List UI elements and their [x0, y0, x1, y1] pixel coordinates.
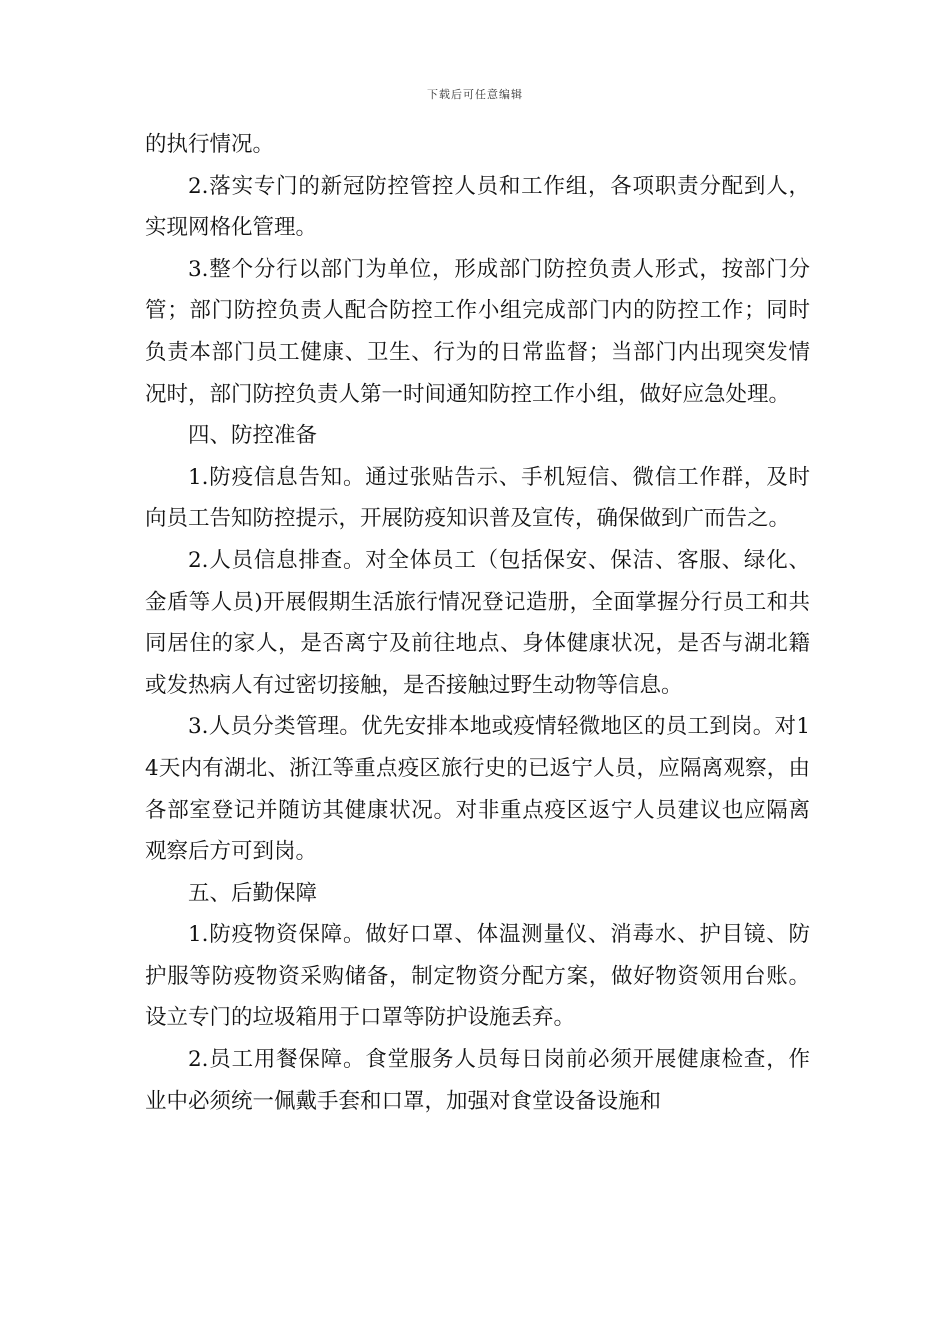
page-header-note: 下载后可任意编辑 — [427, 88, 523, 101]
section-heading-preparation: 四、防控准备 — [188, 423, 318, 449]
document-body — [145, 124, 810, 1122]
paragraph-continuation: 的执行情况。 — [145, 132, 275, 157]
paragraph-classified-management: 3.人员分类管理。优先安排本地或疫情轻微地区的员工到岗。对14天内有湖北、浙江等重点疫区旅行史的已返宁人员，应隔离观察，由各部室登记并随访其健康状况。对非重点疫区返宁人员建议也应隔离观察后方可到岗。 — [145, 714, 810, 865]
paragraph-item-3-department-control: 3.整个分行以部门为单位，形成部门防控负责人形式，按部门分管；部门防控负责人配合防控工作小组完成部门内的防控工作；同时负责本部门员工健康、卫生、行为的日常监督；当部门内出现突发情况时，部门防控负责人第一时间通知防控工作小组，做好应急处理。 — [145, 256, 810, 407]
paragraph-info-notification: 1.防疫信息告知。通过张贴告示、手机短信、微信工作群，及时向员工告知防控提示，开展防疫知识普及宣传，确保做到广而告之。 — [145, 464, 810, 532]
paragraph-dining-guarantee: 2.员工用餐保障。食堂服务人员每日岗前必须开展健康检查，作业中必须统一佩戴手套和口罩，加强对食堂设备设施和 — [145, 1047, 810, 1114]
section-heading-logistics: 五、后勤保障 — [188, 880, 318, 906]
paragraph-supplies-guarantee: 1.防疫物资保障。做好口罩、体温测量仪、消毒水、护目镜、防护服等防疫物资采购储备，制定物资分配方案，做好物资领用台账。设立专门的垃圾箱用于口罩等防护设施丢弃。 — [145, 922, 810, 1031]
paragraph-item-2-assign-staff: 2.落实专门的新冠防控管控人员和工作组，各项职责分配到人，实现网格化管理。 — [145, 173, 810, 241]
paragraph-personnel-screening: 2.人员信息排查。对全体员工（包括保安、保洁、客服、绿化、金盾等人员)开展假期生活旅行情况登记造册，全面掌握分行员工和共同居住的家人，是否离宁及前往地点、身体健康状况，是否与湖北籍或发热病人有过密切接触，是否接触过野生动物等信息。 — [145, 547, 810, 698]
